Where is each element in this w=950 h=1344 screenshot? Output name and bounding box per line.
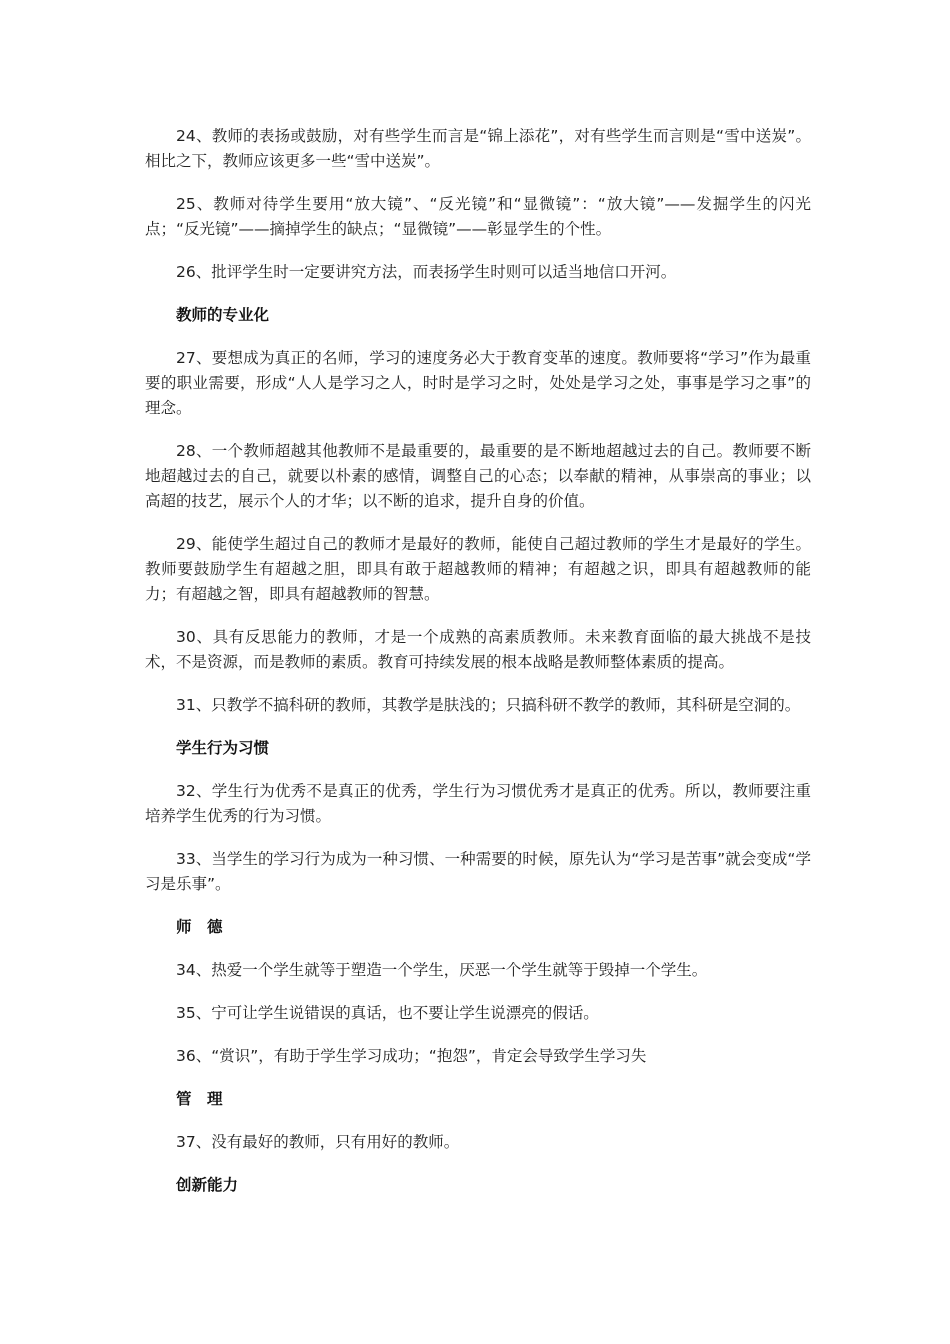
- heading-teacher-ethics: 师 德: [176, 918, 223, 936]
- heading-teacher-professionalization: 教师的专业化: [176, 306, 270, 324]
- item-36: 36、“赏识”，有助于学生学习成功；“抱怨”，肯定会导致学生学习失: [176, 1047, 647, 1065]
- item-34: 34、热爱一个学生就等于塑造一个学生，厌恶一个学生就等于毁掉一个学生。: [176, 961, 708, 979]
- item-24: 24、教师的表扬或鼓励，对有些学生而言是“锦上添花”，对有些学生而言则是“雪中送炭”。相比之下，教师应该更多一些“雪中送炭”。: [145, 127, 811, 170]
- item-25: 25、教师对待学生要用“放大镜”、“反光镜”和“显微镜”：“放大镜”——发掘学生的闪光点；“反光镜”——摘掉学生的缺点；“显微镜”——彰显学生的个性。: [145, 195, 811, 238]
- item-31: 31、只教学不搞科研的教师，其教学是肤浅的；只搞科研不教学的教师，其科研是空洞的。: [176, 696, 801, 714]
- document-page: [145, 124, 811, 1216]
- item-27: 27、要想成为真正的名师，学习的速度务必大于教育变革的速度。教师要将“学习”作为最重要的职业需要，形成“人人是学习之人，时时是学习之时，处处是学习之处，事事是学习之事”的理念。: [145, 349, 811, 417]
- item-30: 30、具有反思能力的教师，才是一个成熟的高素质教师。未来教育面临的最大挑战不是技术，不是资源，而是教师的素质。教育可持续发展的根本战略是教师整体素质的提高。: [145, 628, 811, 671]
- item-26: 26、批评学生时一定要讲究方法，而表扬学生时则可以适当地信口开河。: [176, 263, 677, 281]
- heading-management: 管 理: [176, 1090, 223, 1108]
- item-29: 29、能使学生超过自己的教师才是最好的教师，能使自己超过教师的学生才是最好的学生。教师要鼓励学生有超越之胆，即具有敢于超越教师的精神；有超越之识，即具有超越教师的能力；有超越之智，即具有超越教师的智慧。: [145, 535, 811, 603]
- item-28: 28、一个教师超越其他教师不是最重要的，最重要的是不断地超越过去的自己。教师要不断地超越过去的自己，就要以朴素的感情，调整自己的心态；以奉献的精神，从事崇高的事业；以高超的技艺，展示个人的才华；以不断的追求，提升自身的价值。: [145, 442, 811, 510]
- item-32: 32、学生行为优秀不是真正的优秀，学生行为习惯优秀才是真正的优秀。所以，教师要注重培养学生优秀的行为习惯。: [145, 782, 811, 825]
- item-37: 37、没有最好的教师，只有用好的教师。: [176, 1133, 460, 1151]
- heading-student-habits: 学生行为习惯: [176, 739, 270, 757]
- item-33: 33、当学生的学习行为成为一种习惯、一种需要的时候，原先认为“学习是苦事”就会变成“学习是乐事”。: [145, 850, 811, 893]
- heading-innovation: 创新能力: [176, 1176, 239, 1194]
- item-35: 35、宁可让学生说错误的真话，也不要让学生说漂亮的假话。: [176, 1004, 599, 1022]
